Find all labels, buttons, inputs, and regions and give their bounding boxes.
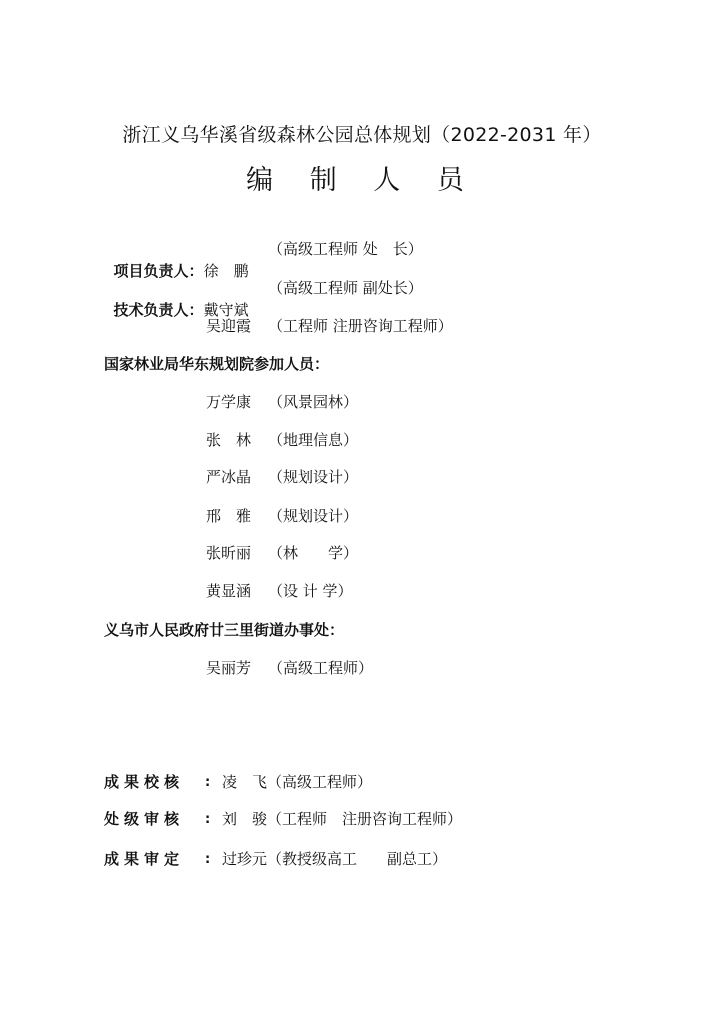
member-name: 张昕丽 (206, 544, 252, 562)
project-lead-name: 徐 鹏 (203, 262, 249, 280)
member-role: （规划设计） (268, 468, 359, 486)
section-subtitle: 编 制 人 员 (246, 165, 478, 196)
document-title: 浙江义乌华溪省级森林公园总体规划（2022-2031 年） (122, 124, 602, 146)
project-lead-label: 项目负责人： (113, 262, 204, 280)
review-label-approve: 成果审定 (104, 850, 185, 868)
member-role: （设 计 学） (268, 582, 353, 600)
review-value-check: 凌 飞（高级工程师） (222, 773, 373, 791)
review-value-audit: 刘 骏（工程师 注册咨询工程师） (222, 810, 463, 828)
member-role: （高级工程师） (268, 659, 374, 677)
project-lead-role: （高级工程师 处 长） (268, 240, 423, 258)
tech-member-name: 吴迎霞 (206, 317, 252, 335)
review-label-check: 成果校核 (104, 773, 185, 791)
member-name: 万学康 (206, 393, 252, 411)
member-role: （规划设计） (268, 507, 359, 525)
review-label-audit: 处级审核 (104, 810, 185, 828)
tech-member-role: （工程师 注册咨询工程师） (268, 317, 453, 335)
review-colon: : (205, 812, 211, 827)
tech-lead-label: 技术负责人： (113, 301, 204, 319)
review-value-approve: 过珍元（教授级高工 副总工） (222, 850, 448, 868)
member-name: 张 林 (206, 431, 252, 449)
member-name: 吴丽芳 (206, 659, 252, 677)
review-colon: : (205, 852, 211, 867)
member-name: 黄显涵 (206, 582, 252, 600)
institute-heading: 国家林业局华东规划院参加人员： (104, 355, 330, 373)
tech-lead-row (104, 277, 249, 319)
tech-lead-role: （高级工程师 副处长） (268, 279, 423, 297)
office-heading: 义乌市人民政府廿三里街道办事处： (104, 621, 345, 639)
review-colon: : (205, 775, 211, 790)
member-role: （地理信息） (268, 431, 359, 449)
member-role: （林 学） (268, 544, 359, 562)
tech-lead-name: 戴守斌 (203, 301, 249, 319)
member-name: 严冰晶 (206, 468, 252, 486)
member-name: 邢 雅 (206, 507, 252, 525)
project-lead-row (104, 238, 249, 280)
member-role: （风景园林） (268, 393, 359, 411)
